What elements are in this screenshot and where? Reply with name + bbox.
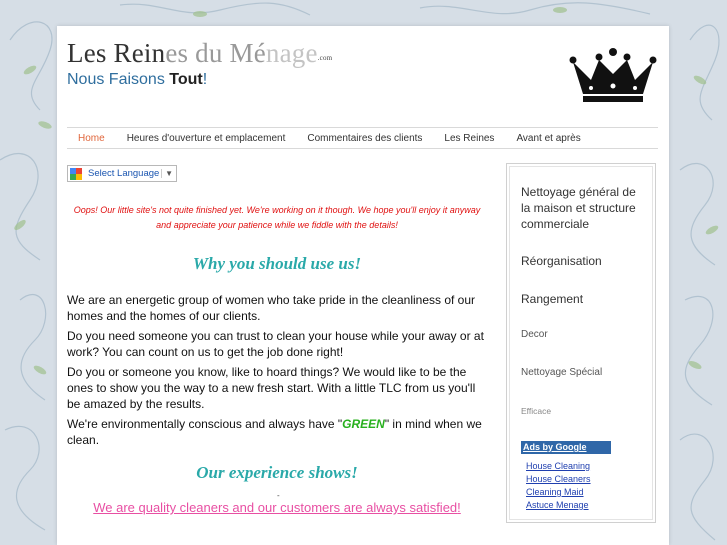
nav-item-before-after[interactable]: Avant et après: [516, 132, 581, 144]
sidebar-item-reorganisation[interactable]: Réorganisation: [521, 254, 602, 268]
sidebar-item-rangement[interactable]: Rangement: [521, 292, 584, 306]
chevron-down-icon[interactable]: ▼: [161, 169, 176, 178]
green-word: GREEN: [342, 417, 385, 431]
ads-by-google-label[interactable]: Ads by Google: [523, 442, 587, 452]
quality-link-excl: !: [457, 500, 461, 515]
main-nav: [67, 127, 658, 149]
tagline-prefix: Nous Faisons: [67, 71, 170, 88]
sidebar-item-efficace[interactable]: Efficace: [521, 406, 552, 416]
tagline: [67, 71, 207, 89]
sidebar-item-general-cleaning[interactable]: Nettoyage général de la maison et structure commerciale: [521, 185, 636, 231]
site-title[interactable]: [67, 38, 332, 69]
nav-item-home[interactable]: Home: [78, 132, 105, 144]
language-select[interactable]: [67, 165, 177, 182]
sidebar: [506, 163, 656, 523]
paragraph-1: We are an energetic group of women who take pride in the cleanliness of our homes and the homes of our clients.: [67, 293, 476, 323]
paragraph-4: [67, 416, 487, 448]
ads-by-google-header[interactable]: [521, 441, 611, 454]
paragraph-2: Do you need someone you can trust to clean your house while your away or at work? You can count on us to get the job done right!: [67, 329, 484, 359]
crown-logo-icon: [569, 48, 657, 104]
nav-item-hours-location[interactable]: Heures d'ouverture et emplacement: [126, 132, 286, 144]
heading-why: Why you should use us!: [192, 254, 362, 273]
site-title-part3: nage: [265, 38, 318, 68]
site-title-suffix: .com: [317, 54, 333, 62]
site-title-part2: es du Mé: [165, 38, 266, 68]
heading-experience: Our experience shows!: [196, 463, 358, 482]
paragraph-3: Do you or someone you know, like to hoard things? We would like to be the ones to show you the way to a new fresh start. With a little TLC from us you'll be amazed by the results.: [67, 365, 476, 411]
ad-link-house-cleaners[interactable]: House Cleaners: [526, 474, 591, 484]
intro-body: [67, 292, 487, 452]
ad-link-astuce-menage[interactable]: Astuce Menage: [526, 500, 589, 510]
ad-link-house-cleaning[interactable]: House Cleaning: [526, 461, 591, 471]
paragraph-4-suffix: " in mind when we clean.: [67, 417, 482, 447]
sidebar-item-decor[interactable]: Decor: [521, 329, 548, 340]
google-translate-icon: [70, 168, 82, 180]
quality-link-text[interactable]: We are quality cleaners and our customers are always satisfied: [93, 500, 458, 515]
paragraph-4-prefix: We're environmentally conscious and always have ": [67, 417, 343, 431]
quality-link[interactable]: [67, 500, 487, 515]
language-select-label: Select Language: [88, 168, 160, 179]
nav-item-les-reines[interactable]: Les Reines: [444, 132, 495, 144]
separator-dot: -: [277, 491, 280, 500]
nav-item-client-comments[interactable]: Commentaires des clients: [307, 132, 423, 144]
tagline-bold: Tout: [169, 71, 203, 88]
page-container: [57, 26, 669, 545]
site-title-part1: Les Rein: [67, 38, 166, 68]
ad-link-cleaning-maid[interactable]: Cleaning Maid: [526, 487, 584, 497]
construction-notice: Oops! Our little site's not quite finished yet. We're working on it though. We hope you'll enjoy it anyway and appreciate your patience while we fiddle with the details!: [73, 205, 481, 230]
sidebar-item-special-cleaning[interactable]: Nettoyage Spécial: [521, 367, 603, 378]
tagline-suffix: !: [202, 71, 208, 88]
